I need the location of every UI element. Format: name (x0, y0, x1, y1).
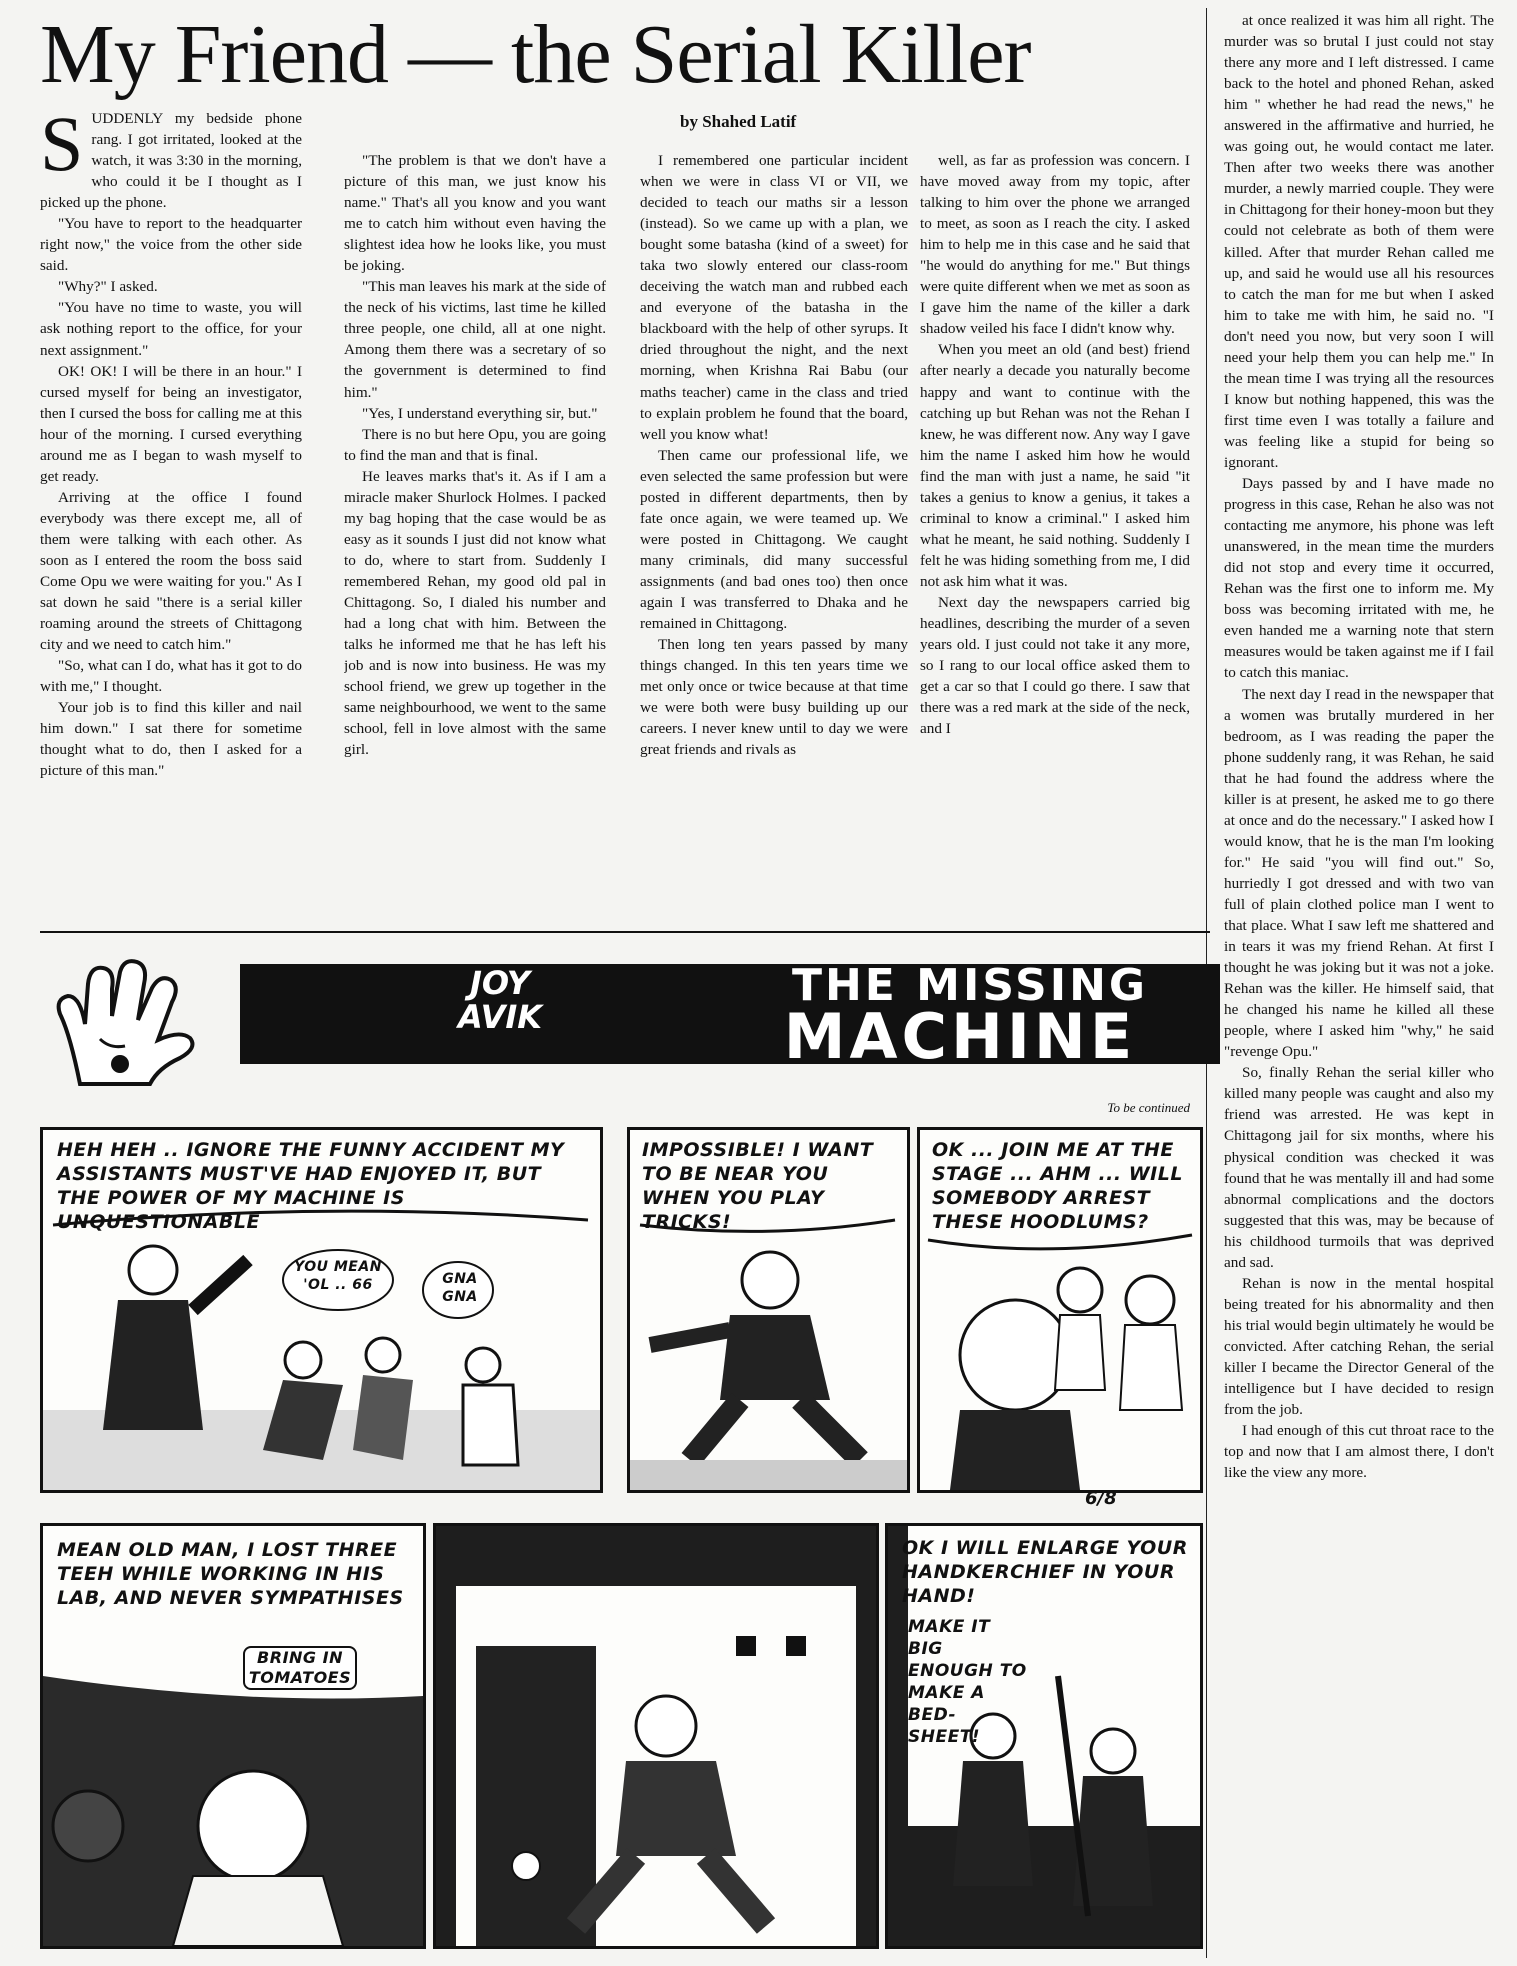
paragraph: Arriving at the office I found everybody was there except me, all of them were talking with each other. As soon as I entered the room the boss said Come Opu we were waiting for you." As I sat down he said "there is a serial killer roaming around the streets of Chittagong city and we need to catch him." (40, 488, 302, 654)
paragraph: well, as far as profession was concern. I have moved away from my topic, after talking to him over the phone we arranged to meet, as soon as I reach the city. I asked him to help me in this case and he said that "he would do anything for me." But things were quite different when we met as soon as I gave him the name of the killer a dark shadow veiled his face I didn't know why. (920, 152, 1190, 338)
paragraph: Then came our professional life, we even selected the same profession but were posted in different departments, then by fate once again, we were teamed up. We were posted in Chittagong. We caught many criminals, did many successful assignments (and bad ones too) then once again I was transferred to Dhaka and he remained in Chittagong. (640, 446, 908, 633)
comic-panel-4 (40, 1523, 426, 1949)
article-column-3 (640, 150, 908, 928)
paragraph: When you meet an old (and best) friend after nearly a decade you naturally become happy and want to continue with the catching up but Rehan was not the Rehan I knew, he was different now. Any way I gave him the name I asked him how he would find the man with just a name, he said "it takes a genius to know a genius, it takes a criminal to know a criminal." I asked him what he meant, he said nothing. Suddenly I felt he was hiding something from me, I did not ask him what it was. (920, 341, 1190, 590)
paragraph: I had enough of this cut throat race to the top and now that I am almost there, I don't like the view any more. (1224, 1422, 1494, 1482)
comic-banner (40, 944, 1190, 1099)
paragraph: "So, what can I do, what has it got to do with me," I thought. (40, 657, 302, 696)
comic-signature: 6/8 (1085, 1488, 1117, 1509)
paragraph: SUDDENLY my bedside phone rang. I got irritated, looked at the watch, it was 3:30 in the morning, who could it be I thought as I picked up the phone. (40, 108, 302, 212)
paragraph: Rehan is now in the mental hospital being treated for his abnormality and then his trial would begin ultimately he would be convicted. After catching Rehan, the serial killer I became the Director General of the intelligence but I have decided to resign from the job. (1224, 1274, 1494, 1419)
comic-panel-2 (627, 1127, 910, 1493)
panel-5-drawing (436, 1526, 876, 1946)
paragraph: OK! OK! I will be there in an hour." I cursed myself for being an investigator, then I cursed the boss for calling me at this hour of the morning. I cursed everything around me as I began to wash myself to get ready. (40, 362, 302, 485)
article-column-2 (344, 150, 606, 928)
comic-panel-3 (917, 1127, 1203, 1493)
article-byline: by Shahed Latif (680, 112, 797, 131)
comic-title-line-1: THE MISSING (791, 960, 1149, 1011)
paragraph: "You have no time to waste, you will ask nothing report to the office, for your next assignment." (40, 299, 302, 359)
speech-bubble: OK I WILL ENLARGE YOUR HANDKERCHIEF IN YOUR HAND! (902, 1537, 1188, 1607)
article-headline: My Friend — the Serial Killer (40, 10, 1031, 100)
speech-bubble: MEAN OLD MAN, I LOST THREE TEEH WHILE WORKING IN HIS LAB, AND NEVER SYMPATHISES (57, 1539, 404, 1609)
paragraph: "You have to report to the headquarter right now," the voice from the other side said. (40, 215, 302, 275)
comic-authors: JOY AVIK (457, 964, 543, 1036)
comic-title-line-2: MACHINE (783, 1000, 1137, 1073)
speech-bubble: MAKE IT BIG ENOUGH TO MAKE A BED-SHEET! (908, 1617, 1027, 1747)
speech-bubble: IMPOSSIBLE! I WANT TO BE NEAR YOU WHEN YOU PLAY TRICKS! (642, 1139, 874, 1233)
paragraph: Days passed by and I have made no progress in this case, Rehan he also was not contacting me anymore, his phone was left unanswered, in the mean time the murders did not stop and every time it occurred, Rehan was the first one to inform me. My boss was becoming irritated with me, he even handed me a warning note that stern measures would be taken against me if I fail to catch this maniac. (1224, 475, 1494, 682)
speech-bubble: OK ... JOIN ME AT THE STAGE ... AHM ... WILL SOMEBODY ARREST THESE HOODLUMS? (932, 1139, 1183, 1233)
drop-cap: S (40, 108, 84, 187)
paragraph: He leaves marks that's it. As if I am a miracle maker Shurlock Holmes. I packed my bag hoping that the case would be as easy as it sounds I just did not know what to do, where to start from. Suddenly I remembered Rehan, my good old pal in Chittagong. So, I dialed his number and had a long chat with him. Between the talks he informed me that he has left his job and is now into business. He was my school friend, we grew up together in the same neighbourhood, we went to the same school, fell in love almost with the same girl. (344, 467, 606, 759)
article-column-4 (920, 150, 1190, 928)
speech-bubble: HEH HEH .. IGNORE THE FUNNY ACCIDENT MY ASSISTANTS MUST'VE HAD ENJOYED IT, BUT THE POWER OF MY MACHINE IS UNQUESTIONABLE (57, 1139, 565, 1233)
paragraph: "Yes, I understand everything sir, but." (362, 404, 598, 422)
paragraph: So, finally Rehan the serial killer who killed many people was caught and also my friend was arrested. He was kept in Chittagong jail for six months, where his physical condition was checked it was found that he was mentally ill and had some abnormal complications and the doctors suggested that this was, may be because of his childhood turmoils that was deprived and sad. (1224, 1064, 1494, 1271)
paragraph: Your job is to find this killer and nail him down." I sat there for sometime thought what to do, then I asked for a picture of this man." (40, 699, 302, 780)
speech-bubble: GNA GNA (442, 1271, 478, 1305)
to-be-continued: To be continued (1107, 1100, 1190, 1115)
paragraph: "This man leaves his mark at the side of the neck of his victims, last time he killed three people, one child, all at one night. Among them there was a secretary of so the government is determined to find him." (344, 278, 606, 401)
article-column-5 (1224, 10, 1494, 1950)
paragraph: "The problem is that we don't have a picture of this man, we just know his name." That's all you know and you want me to catch him without even having the slightest idea how he looks like, you must be joking. (344, 152, 606, 275)
comic-panel-5 (433, 1523, 879, 1949)
paragraph: Then long ten years passed by many things changed. In this ten years time we met only once or twice because at that time we were both were busy building up our careers. I never knew until to day we were great friends and rivals as (640, 636, 908, 759)
paragraph: Next day the newspapers carried big headlines, describing the murder of a seven years old. I just could not take it any more, so I rang to our local office asked them to get a car so that I could go there. I saw that there was a red mark at the side of the neck, and I (920, 593, 1190, 738)
paragraph: I remembered one particular incident when we were in class VI or VII, we decided to teach our maths sir a lesson (instead). So we came up with a plan, we bought some batasha (kind of a sweet) for taka two slowly entered our class-room deceiving the watch man and rubbed each and everyone of the batasha in the blackboard with the help of other syrups. It dried throughout the night, and the next morning, when Krishna Rai Babu (our maths teacher) came in the class and tried to explain problem he found that the board, well you know what! (640, 152, 908, 443)
article-column-1 (40, 108, 302, 928)
comic-panel-6 (885, 1523, 1203, 1949)
paragraph: The next day I read in the newspaper that a women was brutally murdered in her bedroom, as I was reading the paper the phone suddenly rang, it was Rehan, he said that he had found the address where the killer is at present, he asked me to go there at once and do the necessary." I asked how I would know, that he is the man I'm looking for." He said "you will find out." So, hurriedly I got dressed and with two van full of plain clothed police man I went to that place. What I saw left me shattered and in tears it was my friend Rehan. At first I thought he was joking but it was not a joke. Rehan was the killer. He himself said, that he changed his name he killed all these people, where I asked him "why," he said "revenge Opu." (1224, 685, 1494, 1061)
comic-panel-1 (40, 1127, 603, 1493)
paragraph: There is no but here Opu, you are going to find the man and that is final. (344, 425, 606, 464)
section-divider (40, 931, 1210, 933)
speech-bubble: BRING IN TOMATOES (243, 1646, 357, 1690)
paragraph: at once realized it was him all right. The murder was so brutal I just could not stay there any more and I left distressed. I came back to the hotel and phoned Rehan, asked him " whether he had read the news," he answered in the affirmative and hurried, he was going out, he would contact me later. Then after two weeks there was another murder, a newly married couple. They were in Chittagong for their honey-moon but they could not celebrate as both of them were killed. After that murder Rehan called me up, and said he would use all his resources to catch the man for me but when I asked him to take me with him, he said no. "I don't need you now, but very soon I will need your help them you can help me." In the mean time I was trying all the resources I know but nothing happened, this was the first time even I was totally a failure and was feeling like a stupid for being so ignorant. (1224, 12, 1494, 471)
hand-icon (40, 954, 210, 1094)
speech-bubble: YOU MEAN 'OL .. 66 (294, 1259, 382, 1293)
paragraph: "Why?" I asked. (58, 278, 158, 296)
